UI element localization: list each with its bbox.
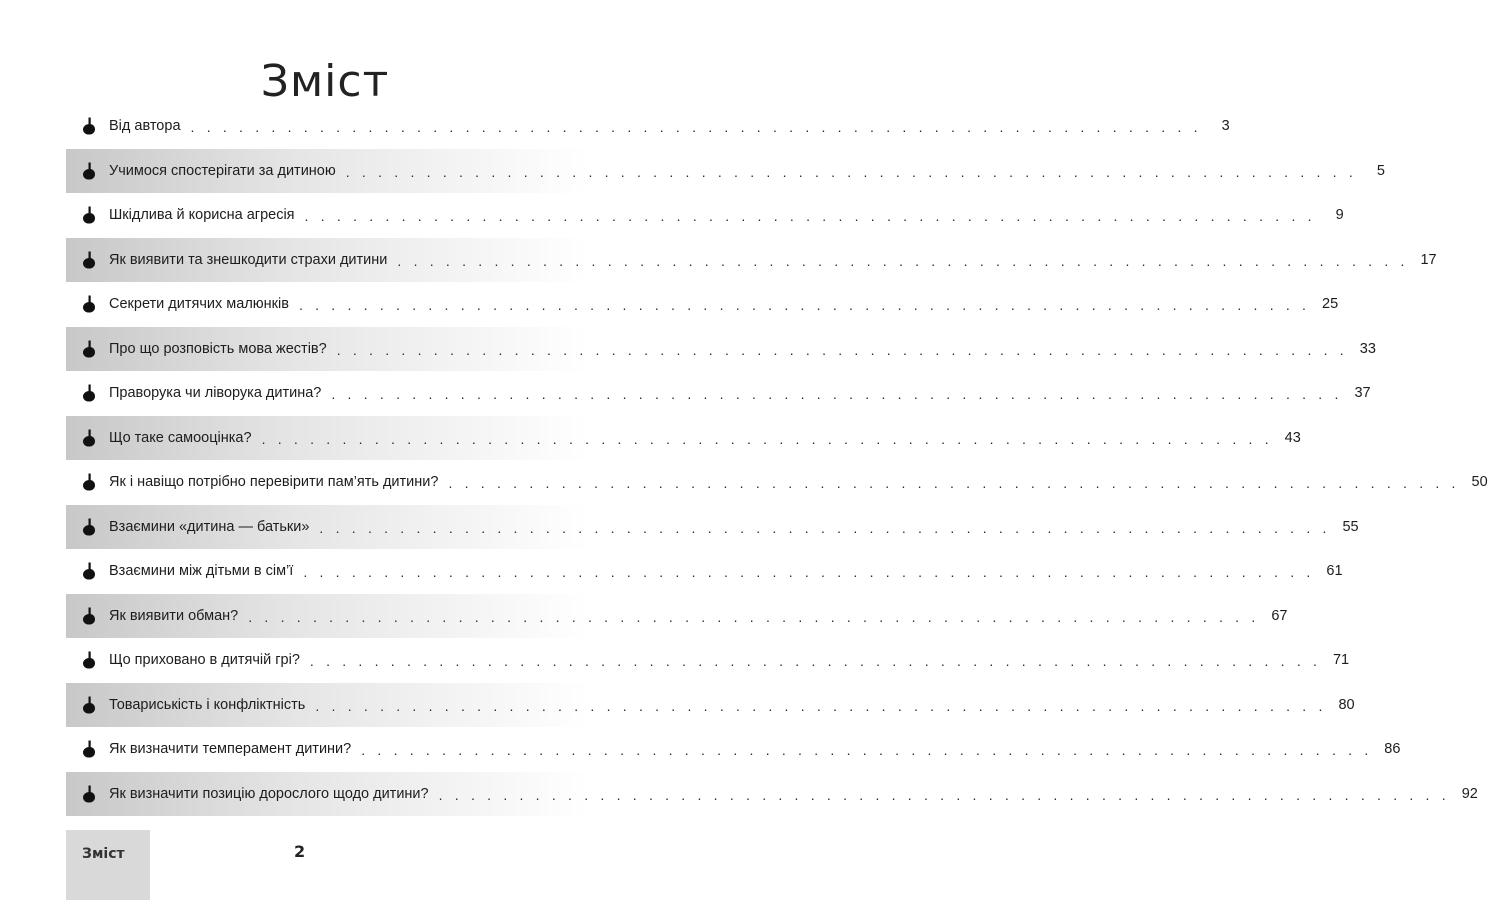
chess-pawn-icon xyxy=(82,651,96,669)
toc-entry-title: Як виявити та знешкодити страхи дитини xyxy=(109,251,388,268)
toc-entry-title: Секрети дитячих малюнків xyxy=(109,296,289,313)
toc-entry[interactable] xyxy=(66,238,1437,283)
chess-pawn-icon xyxy=(82,518,96,536)
toc-entry-page: 86 xyxy=(1384,741,1401,758)
toc-entry[interactable] xyxy=(66,638,1350,683)
toc-entry[interactable] xyxy=(66,772,1478,817)
chess-pawn-icon xyxy=(82,696,96,714)
toc-entry[interactable] xyxy=(66,193,1344,238)
chess-pawn-icon xyxy=(82,429,96,447)
toc-entry-page: 71 xyxy=(1332,652,1350,669)
dot-leader: . . . . . . . . . . . . . . . . . . . . . . . . . . . . . . . . . . . . . . . . . . . . . . . . . . . . . . . . . . . . . . . xyxy=(309,653,1322,670)
chess-pawn-icon xyxy=(82,340,96,358)
toc-entry-title: Як визначити темперамент дитини? xyxy=(109,741,352,758)
toc-entry[interactable] xyxy=(66,505,1359,550)
toc-entry-page: 92 xyxy=(1461,785,1478,802)
dot-leader: . . . . . . . . . . . . . . . . . . . . . . . . . . . . . . . . . . . . . . . . . . . . . . . . . . . . . . . . . . . . . . . xyxy=(315,697,1327,714)
toc-entry-title: Праворука чи ліворука дитина? xyxy=(109,385,322,402)
chess-pawn-icon xyxy=(82,117,96,135)
toc-entry-page: 37 xyxy=(1354,385,1371,402)
footer-section-tab xyxy=(66,830,150,900)
toc-entry-page: 61 xyxy=(1326,563,1343,580)
dot-leader: . . . . . . . . . . . . . . . . . . . . . . . . . . . . . . . . . . . . . . . . . . . . . . . . . . . . . . . . . . . . . . . xyxy=(345,163,1357,180)
toc-entry[interactable] xyxy=(66,371,1371,416)
page-number: 2 xyxy=(294,842,306,861)
toc-entry[interactable] xyxy=(66,282,1339,327)
toc-entry-title: Товариськість і конфліктність xyxy=(109,696,306,713)
chess-pawn-icon xyxy=(82,473,96,491)
toc-entry-title: Від автора xyxy=(109,118,181,135)
toc-entry-page: 67 xyxy=(1271,607,1288,624)
toc-entry[interactable] xyxy=(66,416,1301,461)
toc-entry-page: 9 xyxy=(1335,207,1344,224)
toc-entry-title: Взаємини між дітьми в сім’ї xyxy=(109,563,294,580)
dot-leader: . . . . . . . . . . . . . . . . . . . . . . . . . . . . . . . . . . . . . . . . . . . . . . . . . . . . . . . . . . . . . . . xyxy=(319,519,1331,536)
dot-leader: . . . . . . . . . . . . . . . . . . . . . . . . . . . . . . . . . . . . . . . . . . . . . . . . . . . . . . . . . . . . . . . xyxy=(298,297,1311,314)
dot-leader: . . . . . . . . . . . . . . . . . . . . . . . . . . . . . . . . . . . . . . . . . . . . . . . . . . . . . . . . . . . . . . . xyxy=(448,475,1460,492)
footer-section-label: Зміст xyxy=(82,846,125,862)
chess-pawn-icon xyxy=(82,384,96,402)
toc-entry-page: 25 xyxy=(1322,296,1339,313)
toc-entry[interactable] xyxy=(66,683,1355,728)
toc-entry-page: 17 xyxy=(1420,251,1437,268)
toc-entry[interactable] xyxy=(66,549,1343,594)
toc-entry-page: 43 xyxy=(1284,429,1301,446)
chess-pawn-icon xyxy=(82,251,96,269)
dot-leader: . . . . . . . . . . . . . . . . . . . . . . . . . . . . . . . . . . . . . . . . . . . . . . . . . . . . . . . . . . . . . . . xyxy=(261,430,1273,447)
toc-entry-title: Взаємини «дитина — батьки» xyxy=(109,518,310,535)
toc-entry-page: 50 xyxy=(1471,474,1488,491)
table-of-contents xyxy=(66,104,1488,816)
toc-entry-title: Як виявити обман? xyxy=(109,607,239,624)
toc-entry-page: 3 xyxy=(1221,118,1230,135)
toc-entry-title: Як визначити позицію дорослого щодо дитини? xyxy=(109,785,429,802)
chess-pawn-icon xyxy=(82,740,96,758)
dot-leader: . . . . . . . . . . . . . . . . . . . . . . . . . . . . . . . . . . . . . . . . . . . . . . . . . . . . . . . . . . . . . . . xyxy=(248,608,1260,625)
chess-pawn-icon xyxy=(82,295,96,313)
dot-leader: . . . . . . . . . . . . . . . . . . . . . . . . . . . . . . . . . . . . . . . . . . . . . . . . . . . . . . . . . . . . . . . xyxy=(304,208,1316,225)
toc-entry[interactable] xyxy=(66,460,1488,505)
toc-entry-title: Учимося спостерігати за дитиною xyxy=(109,162,336,179)
toc-entry-page: 33 xyxy=(1359,340,1376,357)
toc-entry[interactable] xyxy=(66,594,1288,639)
chess-pawn-icon xyxy=(82,562,96,580)
dot-leader: . . . . . . . . . . . . . . . . . . . . . . . . . . . . . . . . . . . . . . . . . . . . . . . . . . . . . . . . . . . . . . . xyxy=(336,341,1348,358)
chess-pawn-icon xyxy=(82,785,96,803)
toc-entry-page: 55 xyxy=(1342,518,1359,535)
toc-entry-title: Шкідлива й корисна агресія xyxy=(109,207,295,224)
dot-leader: . . . . . . . . . . . . . . . . . . . . . . . . . . . . . . . . . . . . . . . . . . . . . . . . . . . . . . . . . . . . . . . xyxy=(361,742,1373,759)
toc-entry-page: 5 xyxy=(1376,162,1385,179)
page-title: Зміст xyxy=(260,56,390,107)
toc-entry-title: Як і навіщо потрібно перевірити пам’ять дитини? xyxy=(109,474,439,491)
toc-entry[interactable] xyxy=(66,327,1376,372)
toc-entry[interactable] xyxy=(66,104,1230,149)
dot-leader: . . . . . . . . . . . . . . . . . . . . . . . . . . . . . . . . . . . . . . . . . . . . . . . . . . . . . . . . . . . . . . . xyxy=(438,786,1450,803)
dot-leader: . . . . . . . . . . . . . . . . . . . . . . . . . . . . . . . . . . . . . . . . . . . . . . . . . . . . . . . . . . . . . . . xyxy=(303,564,1315,581)
chess-pawn-icon xyxy=(82,206,96,224)
toc-entry[interactable] xyxy=(66,727,1401,772)
toc-entry-title: Що таке самооцінка? xyxy=(109,429,252,446)
dot-leader: . . . . . . . . . . . . . . . . . . . . . . . . . . . . . . . . . . . . . . . . . . . . . . . . . . . . . . . . . . . . . . . xyxy=(331,386,1343,403)
toc-entry-page: 80 xyxy=(1338,696,1355,713)
dot-leader: . . . . . . . . . . . . . . . . . . . . . . . . . . . . . . . . . . . . . . . . . . . . . . . . . . . . . . . . . . . . . . . xyxy=(397,252,1409,269)
toc-entry-title: Що приховано в дитячій грі? xyxy=(109,652,300,669)
toc-entry[interactable] xyxy=(66,149,1385,194)
chess-pawn-icon xyxy=(82,607,96,625)
chess-pawn-icon xyxy=(82,162,96,180)
toc-entry-title: Про що розповість мова жестів? xyxy=(109,340,327,357)
dot-leader: . . . . . . . . . . . . . . . . . . . . . . . . . . . . . . . . . . . . . . . . . . . . . . . . . . . . . . . . . . . . . . . xyxy=(190,119,1202,136)
